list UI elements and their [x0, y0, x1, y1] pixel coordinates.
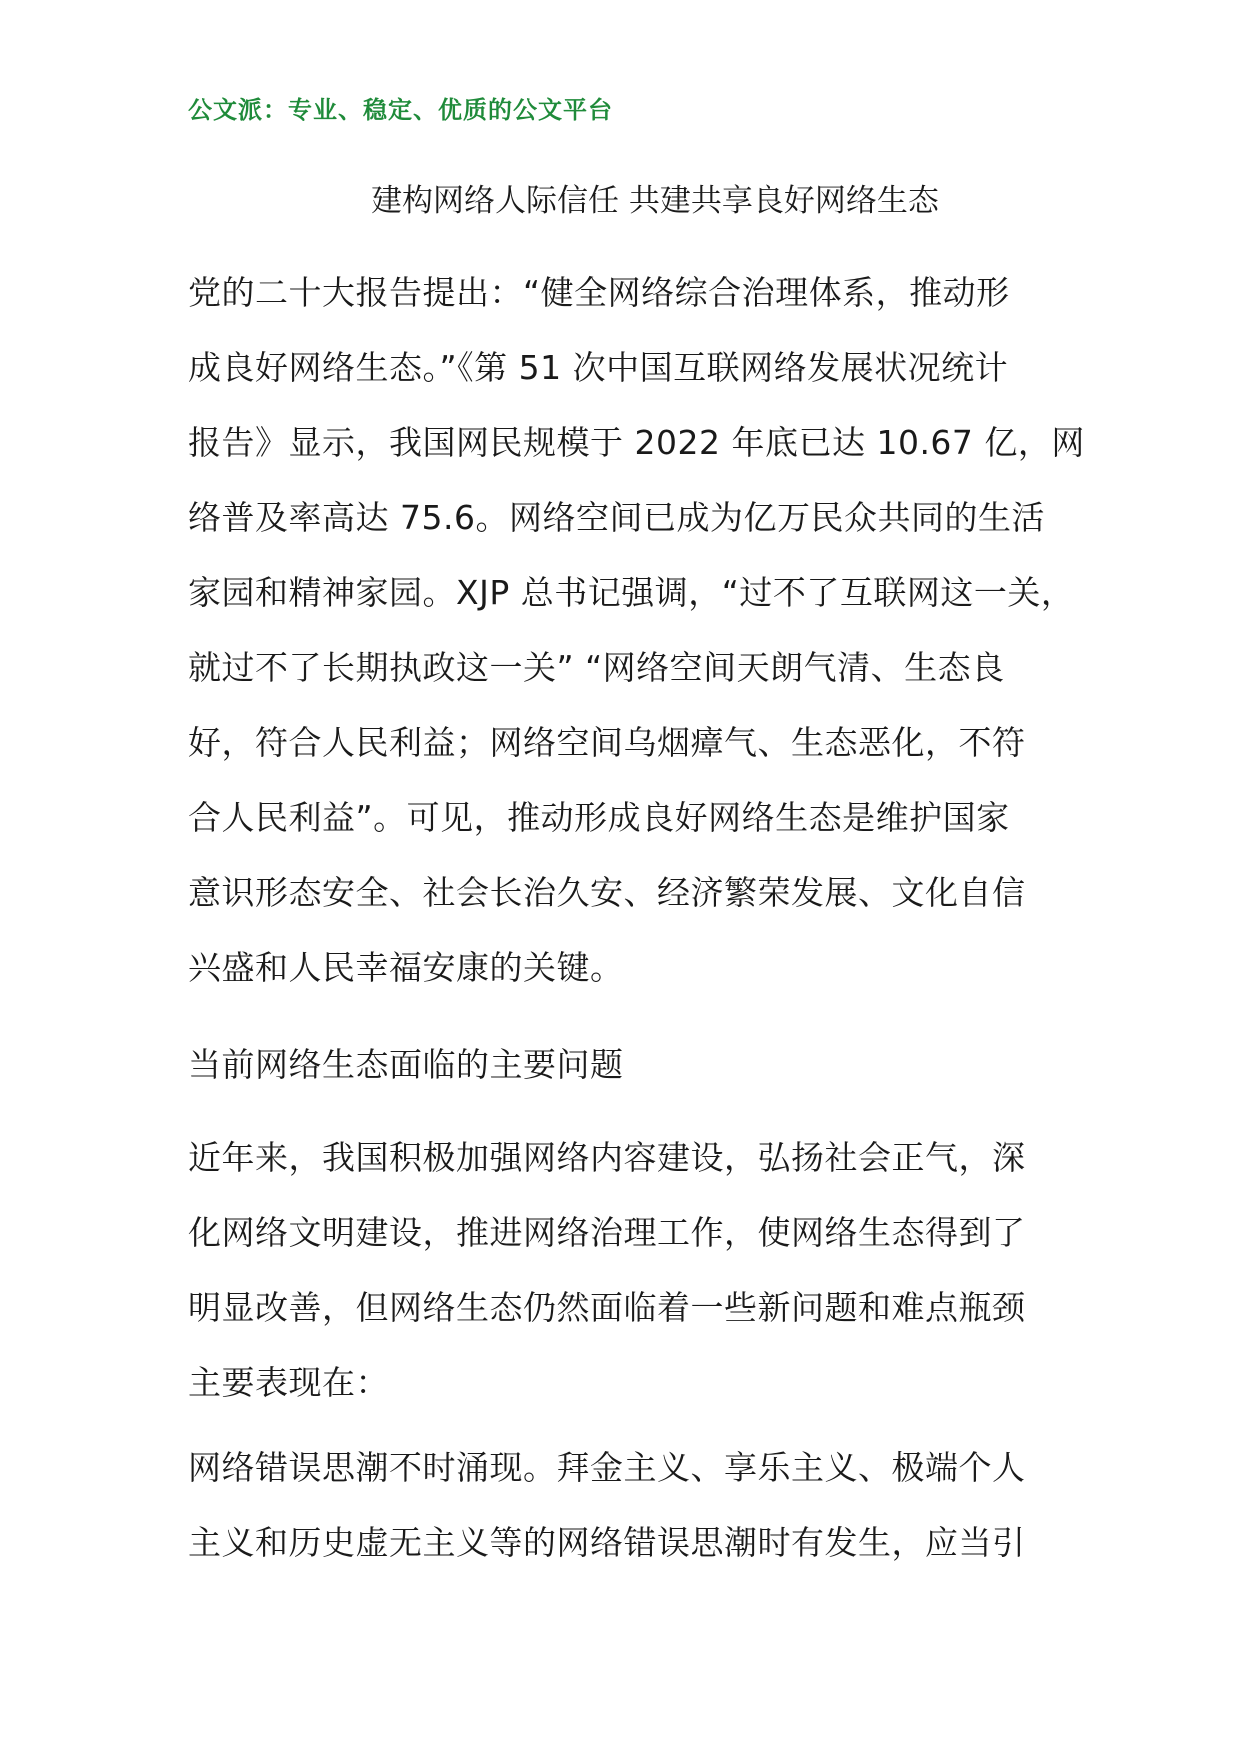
- text-line: 合人民利益”。可见，推动形成良好网络生态是维护国家: [188, 798, 1010, 837]
- header-brand-text: 公文派：专业、稳定、优质的公文平台: [188, 96, 613, 124]
- text-line: 主义和历史虚无主义等的网络错误思潮时有发生，应当引: [188, 1523, 1026, 1562]
- text-line: 党的二十大报告提出：“健全网络综合治理体系，推动形: [188, 273, 1010, 312]
- heading-text: 当前网络生态面临的主要问题: [188, 1045, 624, 1084]
- text-line: 兴盛和人民幸福安康的关键。: [188, 948, 624, 987]
- text-line: 就过不了长期执政这一关” “网络空间天朗气清、生态良: [188, 648, 1005, 687]
- text-line: 近年来，我国积极加强网络内容建设，弘扬社会正气，深: [188, 1138, 1026, 1177]
- text-line: 好，符合人民利益；网络空间乌烟瘴气、生态恶化，不符: [188, 723, 1026, 762]
- text-line: 主要表现在：: [188, 1363, 389, 1402]
- text-line: 网络错误思潮不时涌现。拜金主义、享乐主义、极端个人: [188, 1448, 1026, 1487]
- text-line: 明显改善，但网络生态仍然面临着一些新问题和难点瓶颈: [188, 1288, 1026, 1327]
- paragraph-problem-1: [188, 1430, 1078, 1580]
- text-line: 络普及率高达 75.6。网络空间已成为亿万民众共同的生活: [188, 498, 1045, 537]
- text-line: 家园和精神家园。XJP 总书记强调，“过不了互联网这一关，: [188, 573, 1075, 612]
- paragraph-intro: [188, 255, 1085, 1005]
- text-line: 意识形态安全、社会长治久安、经济繁荣发展、文化自信: [188, 873, 1026, 912]
- text-line: 化网络文明建设，推进网络治理工作，使网络生态得到了: [188, 1213, 1026, 1252]
- paragraph-problems-intro: [188, 1120, 1078, 1420]
- section-heading: [188, 1027, 1078, 1102]
- text-line: 成良好网络生态。”《第 51 次中国互联网络发展状况统计: [188, 348, 1009, 387]
- document-title: 建构网络人际信任 共建共享良好网络生态: [371, 183, 939, 219]
- text-line: 报告》显示，我国网民规模于 2022 年底已达 10.67 亿，网: [188, 423, 1085, 462]
